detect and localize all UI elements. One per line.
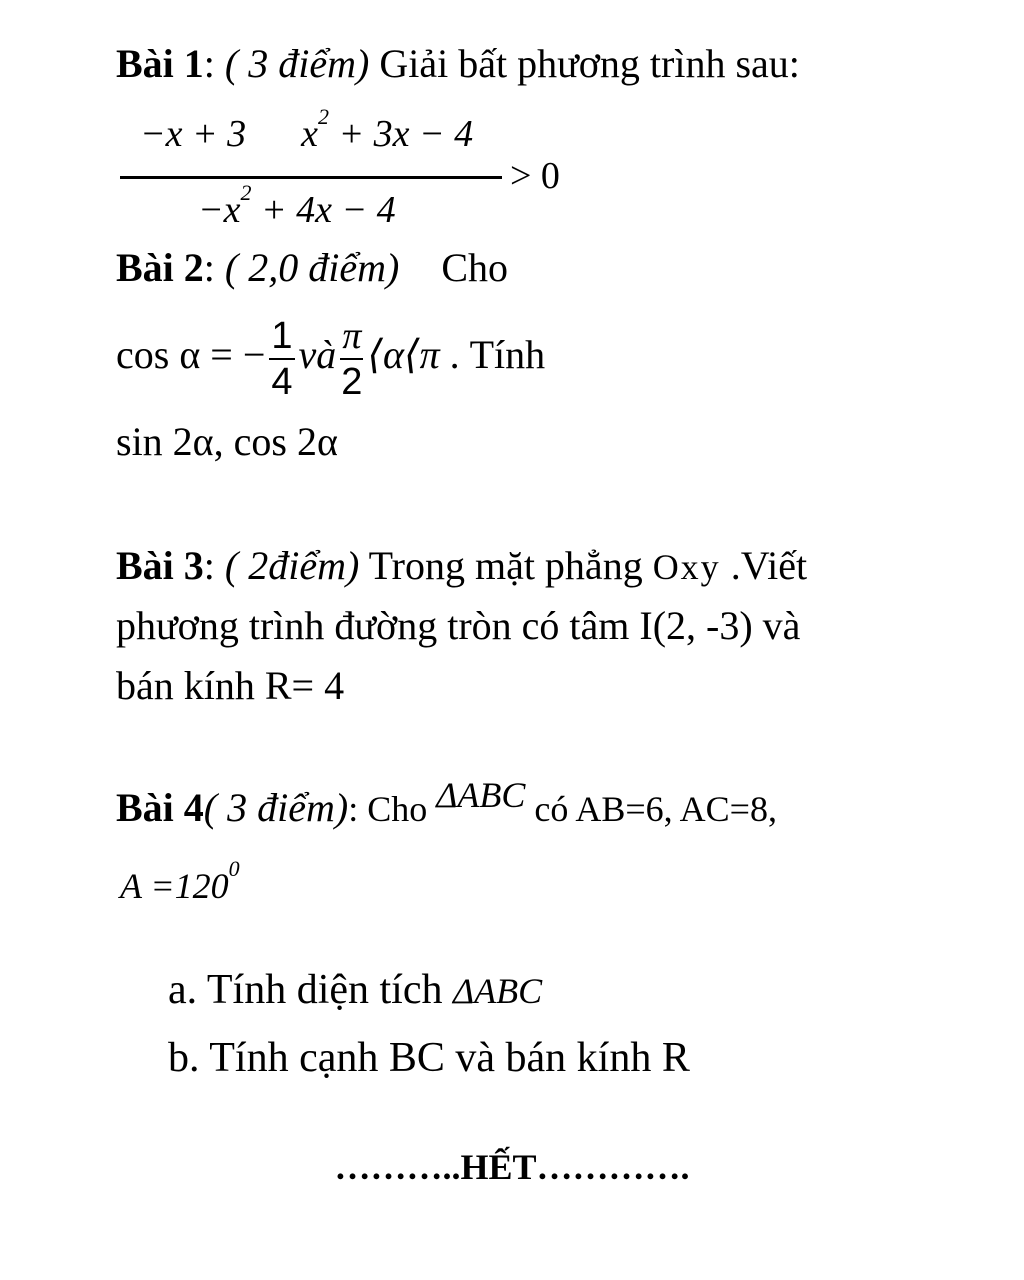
- bai2-frac1: [269, 314, 294, 404]
- bai1-den-base: −x: [198, 189, 241, 231]
- bai1-fraction-bar: [120, 176, 502, 179]
- bai2-frac1-den: 4: [271, 360, 293, 403]
- bai2-formula: [116, 310, 545, 404]
- bai2-cos-label: cos α = −: [116, 332, 266, 377]
- bai1-points: ( 3 điểm): [224, 41, 370, 86]
- bai4-heading: Bài 4: [116, 785, 204, 830]
- bai2-points: ( 2,0 điểm): [224, 245, 400, 290]
- bai1-num-right-rest: + 3x − 4: [329, 113, 474, 155]
- bai1-line: Bài 1: ( 3 điểm) Giải bất phương trình sau:: [116, 41, 800, 86]
- bai3-text1: Trong mặt phẳng: [359, 543, 653, 588]
- bai2-line: Bài 2: ( 2,0 điểm) Cho: [116, 245, 509, 290]
- bai3-line2: phương trình đường tròn có tâm I(2, -3) và: [116, 603, 801, 648]
- bai3-points: ( 2điểm): [224, 543, 360, 588]
- bai3-heading: Bài 3: [116, 543, 204, 588]
- bai2-frac1-num: 1: [269, 314, 294, 360]
- bai4-triangle: ΔABC: [436, 775, 526, 815]
- bai2-frac2-den: 2: [341, 360, 363, 403]
- bai2-tinh: . Tính: [439, 332, 546, 377]
- bai2-frac2-num: π: [340, 314, 363, 360]
- bai2-line3: sin 2α, cos 2α: [116, 419, 338, 464]
- bai4-text2: có AB=6, AC=8,: [525, 789, 777, 829]
- bai3-line3: bán kính R= 4: [116, 663, 345, 708]
- bai3-line1: Bài 3: ( 2điểm) Trong mặt phẳng Oxy .Viết: [116, 543, 808, 588]
- bai1-num-right-base: x: [301, 113, 319, 155]
- footer-end: ………..HẾT………….: [334, 1147, 690, 1187]
- bai4-angle-exp: 0: [228, 856, 240, 881]
- bai3-text2: .Viết: [720, 543, 808, 588]
- bai4-line1: [116, 775, 777, 833]
- bai3-oxy: Oxy: [652, 547, 721, 587]
- bai1-den-rest: + 4x − 4: [251, 189, 396, 231]
- bai4-angle: [120, 856, 240, 910]
- bai1-denominator: [198, 180, 396, 232]
- bai2-range: ⟨α⟨π: [367, 332, 440, 377]
- bai1-numerator: [140, 104, 474, 156]
- bai4-angle-label: A =120: [120, 866, 229, 906]
- bai2-text: Cho: [441, 245, 509, 290]
- bai4-item-a-triangle: ΔABC: [453, 971, 543, 1011]
- bai4-item-b: b. Tính cạnh BC và bán kính R: [168, 1035, 690, 1081]
- bai4-text1: : Cho: [348, 789, 437, 829]
- bai1-num-left: −x + 3: [140, 113, 247, 155]
- bai1-den-exp: 2: [240, 180, 252, 205]
- bai4-item-a-text: a. Tính diện tích: [168, 967, 453, 1013]
- bai1-heading: Bài 1: [116, 41, 204, 86]
- bai1-num-right-exp: 2: [318, 104, 330, 129]
- bai2-frac2: [340, 314, 363, 404]
- bai1-text: Giải bất phương trình sau:: [369, 41, 800, 86]
- bai2-va: và: [298, 332, 337, 377]
- bai4-item-a: [168, 966, 542, 1015]
- bai4-points: ( 3 điểm): [203, 785, 349, 830]
- bai1-relation: > 0: [510, 155, 560, 197]
- bai2-heading: Bài 2: [116, 245, 204, 290]
